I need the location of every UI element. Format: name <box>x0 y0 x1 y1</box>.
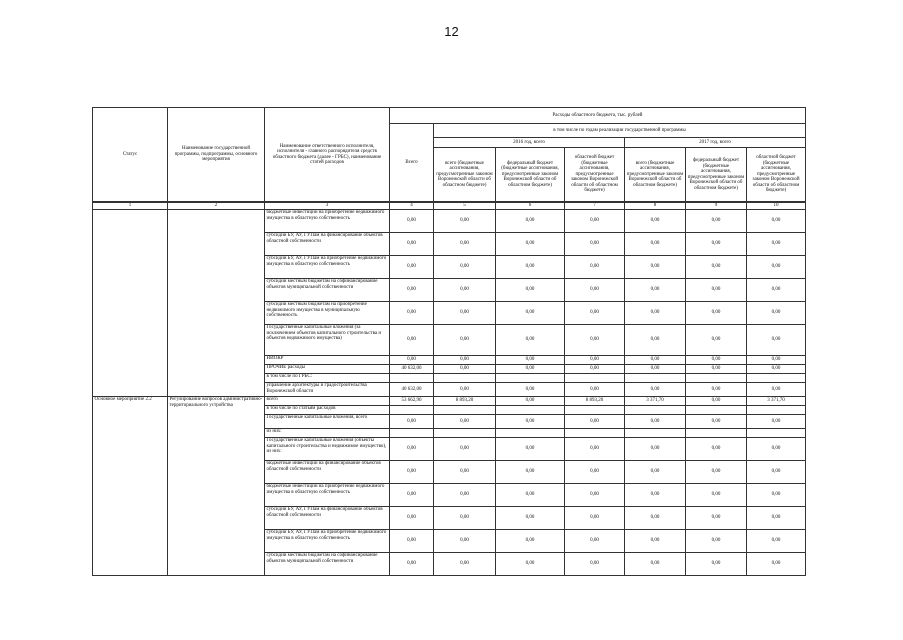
amount-cell: 0,00 <box>747 365 806 374</box>
amount-cell: 0,00 <box>686 356 747 365</box>
amount-cell: 0,00 <box>747 302 806 325</box>
amount-cell <box>625 429 686 438</box>
amount-cell: 0,00 <box>390 461 434 484</box>
amount-cell: 0,00 <box>625 553 686 576</box>
amount-cell: 0,00 <box>496 383 565 397</box>
amount-cell: 0,00 <box>686 484 747 507</box>
amount-cell: 0,00 <box>747 461 806 484</box>
amount-cell: 0,00 <box>625 383 686 397</box>
amount-cell: 0,00 <box>625 484 686 507</box>
amount-cell: 0,00 <box>686 415 747 429</box>
event-status: Основное мероприятие 2.2 <box>93 397 168 576</box>
header-2016-regional: областной бюджет (бюджетные ассигнования, предусмотренные законом Воронежской области об областном бюджете) <box>565 148 625 202</box>
amount-cell: 0,00 <box>747 325 806 356</box>
column-number: 2 <box>168 203 265 210</box>
amount-cell <box>496 406 565 415</box>
amount-cell <box>434 406 496 415</box>
amount-cell: 0,00 <box>565 553 625 576</box>
header-2016-total-sources: всего (бюджетные ассигнования, предусмотренные законом Воронежской области об областном бюджете) <box>434 148 496 202</box>
expense-item-label: субсидии БУ, АУ, ГУПам на финансирование объектов областной собственности <box>265 507 390 530</box>
amount-cell: 8 893,20 <box>565 397 625 406</box>
amount-cell: 0,00 <box>625 461 686 484</box>
amount-cell: 53 662,90 <box>390 397 434 406</box>
expense-item-label: бюджетные инвестиции на финансирование объектов областной собственности <box>265 461 390 484</box>
amount-cell <box>565 374 625 383</box>
amount-cell: 0,00 <box>565 484 625 507</box>
amount-cell: 0,00 <box>686 461 747 484</box>
amount-cell: 0,00 <box>625 233 686 256</box>
header-executor: Наименование ответственного исполнителя, исполнителя - главного распорядителя средств областного бюджета (далее - ГРБС), наименование статей расходов <box>265 108 390 202</box>
amount-cell <box>496 374 565 383</box>
amount-cell: 0,00 <box>747 484 806 507</box>
amount-cell: 0,00 <box>434 356 496 365</box>
expense-item-label: субсидии местным бюджетам на софинансирование объектов муниципальной собственности <box>265 553 390 576</box>
table-row <box>93 397 806 406</box>
amount-cell <box>390 429 434 438</box>
amount-cell <box>625 374 686 383</box>
amount-cell: 0,00 <box>565 461 625 484</box>
amount-cell: 0,00 <box>434 325 496 356</box>
amount-cell: 0,00 <box>686 553 747 576</box>
amount-cell: 0,00 <box>747 415 806 429</box>
amount-cell: 0,00 <box>434 484 496 507</box>
amount-cell: 0,00 <box>747 553 806 576</box>
expense-item-label: субсидии БУ, АУ, ГУПам на приобретение недвижимого имущества в областную собственность <box>265 530 390 553</box>
amount-cell <box>434 374 496 383</box>
header-total: Всего <box>390 124 434 202</box>
status-cell-empty <box>93 210 168 397</box>
expense-item-label: НИОКР <box>265 356 390 365</box>
amount-cell: 0,00 <box>390 484 434 507</box>
amount-cell: 0,00 <box>686 383 747 397</box>
amount-cell: 0,00 <box>625 256 686 279</box>
amount-cell: 0,00 <box>390 210 434 233</box>
amount-cell: 0,00 <box>496 365 565 374</box>
amount-cell: 0,00 <box>434 256 496 279</box>
column-number: 8 <box>625 203 686 210</box>
amount-cell: 0,00 <box>747 279 806 302</box>
amount-cell <box>686 374 747 383</box>
column-number: 7 <box>565 203 625 210</box>
amount-cell: 0,00 <box>565 530 625 553</box>
amount-cell: 0,00 <box>390 553 434 576</box>
amount-cell: 0,00 <box>496 302 565 325</box>
header-2017-federal: федеральный бюджет (бюджетные ассигнования, предусмотренные законом Воронежской области об областном бюджете) <box>686 148 747 202</box>
page-number: 12 <box>444 24 459 39</box>
header-2017-total-sources: всего (бюджетные ассигнования, предусмотренные законом Воронежской области об областном бюджете) <box>625 148 686 202</box>
amount-cell: 0,00 <box>747 356 806 365</box>
amount-cell: 0,00 <box>496 233 565 256</box>
amount-cell: 0,00 <box>434 279 496 302</box>
column-numbers-row <box>93 203 806 210</box>
amount-cell: 0,00 <box>434 365 496 374</box>
amount-cell: 8 893,20 <box>434 397 496 406</box>
amount-cell: 0,00 <box>625 279 686 302</box>
expense-item-label: Государственные капитальные вложения, всего <box>265 415 390 429</box>
column-number: 3 <box>265 203 390 210</box>
amount-cell <box>565 406 625 415</box>
expense-item-label: Государственные капитальные вложения (за исключением объектов капитального строительства и объектов недвижимого имущества) <box>265 325 390 356</box>
expense-item-label: всего <box>265 397 390 406</box>
amount-cell: 0,00 <box>747 438 806 461</box>
amount-cell: 0,00 <box>747 383 806 397</box>
amount-cell: 0,00 <box>496 256 565 279</box>
expense-item-label: субсидии БУ, АУ, ГУПам на приобретение недвижимого имущества в областную собственность <box>265 256 390 279</box>
amount-cell: 0,00 <box>390 530 434 553</box>
amount-cell: 0,00 <box>434 210 496 233</box>
budget-rows-top <box>93 210 806 397</box>
amount-cell <box>686 406 747 415</box>
amount-cell: 0,00 <box>565 233 625 256</box>
header-status: Статус <box>93 108 168 202</box>
amount-cell: 0,00 <box>390 279 434 302</box>
amount-cell: 0,00 <box>686 279 747 302</box>
amount-cell: 0,00 <box>496 415 565 429</box>
amount-cell: 0,00 <box>625 365 686 374</box>
expense-item-label: в том числе по ГРБС: <box>265 374 390 383</box>
amount-cell: 0,00 <box>625 530 686 553</box>
amount-cell: 0,00 <box>686 302 747 325</box>
amount-cell: 0,00 <box>496 438 565 461</box>
amount-cell: 0,00 <box>565 256 625 279</box>
amount-cell: 0,00 <box>686 507 747 530</box>
expense-item-label: бюджетные инвестиции на приобретение недвижимого имущества в областную собственность <box>265 484 390 507</box>
header-by-years: в том числе по годам реализации государственной программы <box>434 124 806 138</box>
amount-cell: 0,00 <box>686 365 747 374</box>
expense-item-label: субсидии местным бюджетам на приобретение недвижимого имущества в муниципальную собственность <box>265 302 390 325</box>
amount-cell: 0,00 <box>565 210 625 233</box>
amount-cell <box>747 429 806 438</box>
column-number: 5 <box>434 203 496 210</box>
program-cell-empty <box>168 210 265 397</box>
amount-cell: 3 371,70 <box>747 397 806 406</box>
budget-table <box>92 107 806 576</box>
amount-cell: 0,00 <box>565 383 625 397</box>
amount-cell: 0,00 <box>747 256 806 279</box>
amount-cell <box>390 374 434 383</box>
amount-cell: 0,00 <box>390 507 434 530</box>
amount-cell: 0,00 <box>625 302 686 325</box>
amount-cell: 0,00 <box>565 279 625 302</box>
amount-cell <box>747 374 806 383</box>
amount-cell: 0,00 <box>434 507 496 530</box>
header-year-2017: 2017 год, всего <box>625 138 806 148</box>
amount-cell: 0,00 <box>686 256 747 279</box>
amount-cell: 0,00 <box>390 438 434 461</box>
amount-cell: 0,00 <box>565 325 625 356</box>
amount-cell: 0,00 <box>625 325 686 356</box>
amount-cell: 40 632,00 <box>390 383 434 397</box>
amount-cell: 0,00 <box>747 210 806 233</box>
amount-cell: 0,00 <box>565 415 625 429</box>
expense-item-label: управление архитектуры и градостроительства Воронежской области <box>265 383 390 397</box>
column-number: 10 <box>747 203 806 210</box>
amount-cell: 0,00 <box>747 530 806 553</box>
amount-cell <box>747 406 806 415</box>
amount-cell: 0,00 <box>686 438 747 461</box>
event-name: Регулирование вопросов административно-территориального устройства <box>168 397 265 576</box>
amount-cell: 0,00 <box>434 530 496 553</box>
expense-item-label: Государственные капитальные вложения (объекты капитального строительства и недвижимое имущество), из них: <box>265 438 390 461</box>
amount-cell <box>565 429 625 438</box>
column-number: 4 <box>390 203 434 210</box>
amount-cell: 0,00 <box>434 461 496 484</box>
amount-cell <box>390 406 434 415</box>
amount-cell <box>434 429 496 438</box>
expense-item-label: бюджетные инвестиции на приобретение недвижимого имущества в областную собственность <box>265 210 390 233</box>
amount-cell: 0,00 <box>625 415 686 429</box>
amount-cell: 0,00 <box>686 397 747 406</box>
amount-cell: 0,00 <box>434 415 496 429</box>
amount-cell: 0,00 <box>686 233 747 256</box>
budget-rows-event <box>93 397 806 576</box>
amount-cell: 0,00 <box>390 415 434 429</box>
column-number: 9 <box>686 203 747 210</box>
amount-cell: 0,00 <box>686 210 747 233</box>
amount-cell: 0,00 <box>496 507 565 530</box>
table-row <box>93 210 806 233</box>
amount-cell <box>625 406 686 415</box>
expense-item-label: субсидии местным бюджетам на софинансирование объектов муниципальной собственности <box>265 279 390 302</box>
amount-cell: 0,00 <box>625 210 686 233</box>
header-2016-federal: федеральный бюджет (бюджетные ассигнования, предусмотренные законом Воронежской области об областном бюджете) <box>496 148 565 202</box>
amount-cell: 0,00 <box>496 356 565 365</box>
amount-cell: 0,00 <box>434 438 496 461</box>
header-year-2016: 2016 год, всего <box>434 138 625 148</box>
amount-cell: 0,00 <box>390 233 434 256</box>
amount-cell: 0,00 <box>625 356 686 365</box>
amount-cell: 0,00 <box>565 302 625 325</box>
amount-cell: 0,00 <box>390 256 434 279</box>
amount-cell: 0,00 <box>390 325 434 356</box>
amount-cell: 0,00 <box>496 553 565 576</box>
header-2017-regional: областной бюджет (бюджетные ассигнования, предусмотренные законом Воронежской области об областном бюджете) <box>747 148 806 202</box>
amount-cell: 0,00 <box>747 507 806 530</box>
amount-cell: 0,00 <box>434 383 496 397</box>
expense-item-label: ПРОЧИЕ расходы <box>265 365 390 374</box>
amount-cell: 0,00 <box>686 530 747 553</box>
amount-cell: 3 371,70 <box>625 397 686 406</box>
amount-cell: 40 632,00 <box>390 365 434 374</box>
amount-cell: 0,00 <box>434 302 496 325</box>
amount-cell: 0,00 <box>496 461 565 484</box>
amount-cell: 0,00 <box>434 553 496 576</box>
amount-cell: 0,00 <box>565 365 625 374</box>
amount-cell: 0,00 <box>686 325 747 356</box>
amount-cell: 0,00 <box>625 507 686 530</box>
column-number: 1 <box>93 203 168 210</box>
column-number: 6 <box>496 203 565 210</box>
amount-cell: 0,00 <box>496 484 565 507</box>
amount-cell: 0,00 <box>565 356 625 365</box>
amount-cell: 0,00 <box>434 233 496 256</box>
amount-cell: 0,00 <box>747 233 806 256</box>
amount-cell: 0,00 <box>496 530 565 553</box>
amount-cell: 0,00 <box>565 438 625 461</box>
expense-item-label: из них: <box>265 429 390 438</box>
amount-cell <box>496 429 565 438</box>
amount-cell: 0,00 <box>390 302 434 325</box>
expense-item-label: в том числе по статьям расходов <box>265 406 390 415</box>
header-budget-title: Расходы областного бюджета, тыс. рублей <box>390 108 806 124</box>
expense-item-label: субсидии БУ, АУ, ГУПам на финансирование объектов областной собственности <box>265 233 390 256</box>
amount-cell: 0,00 <box>625 438 686 461</box>
amount-cell: 0,00 <box>496 210 565 233</box>
amount-cell: 0,00 <box>390 356 434 365</box>
amount-cell: 0,00 <box>496 397 565 406</box>
amount-cell: 0,00 <box>565 507 625 530</box>
amount-cell: 0,00 <box>496 279 565 302</box>
amount-cell <box>686 429 747 438</box>
amount-cell: 0,00 <box>496 325 565 356</box>
header-program-name: Наименование государственной программы, подпрограммы, основного мероприятия <box>168 108 265 202</box>
